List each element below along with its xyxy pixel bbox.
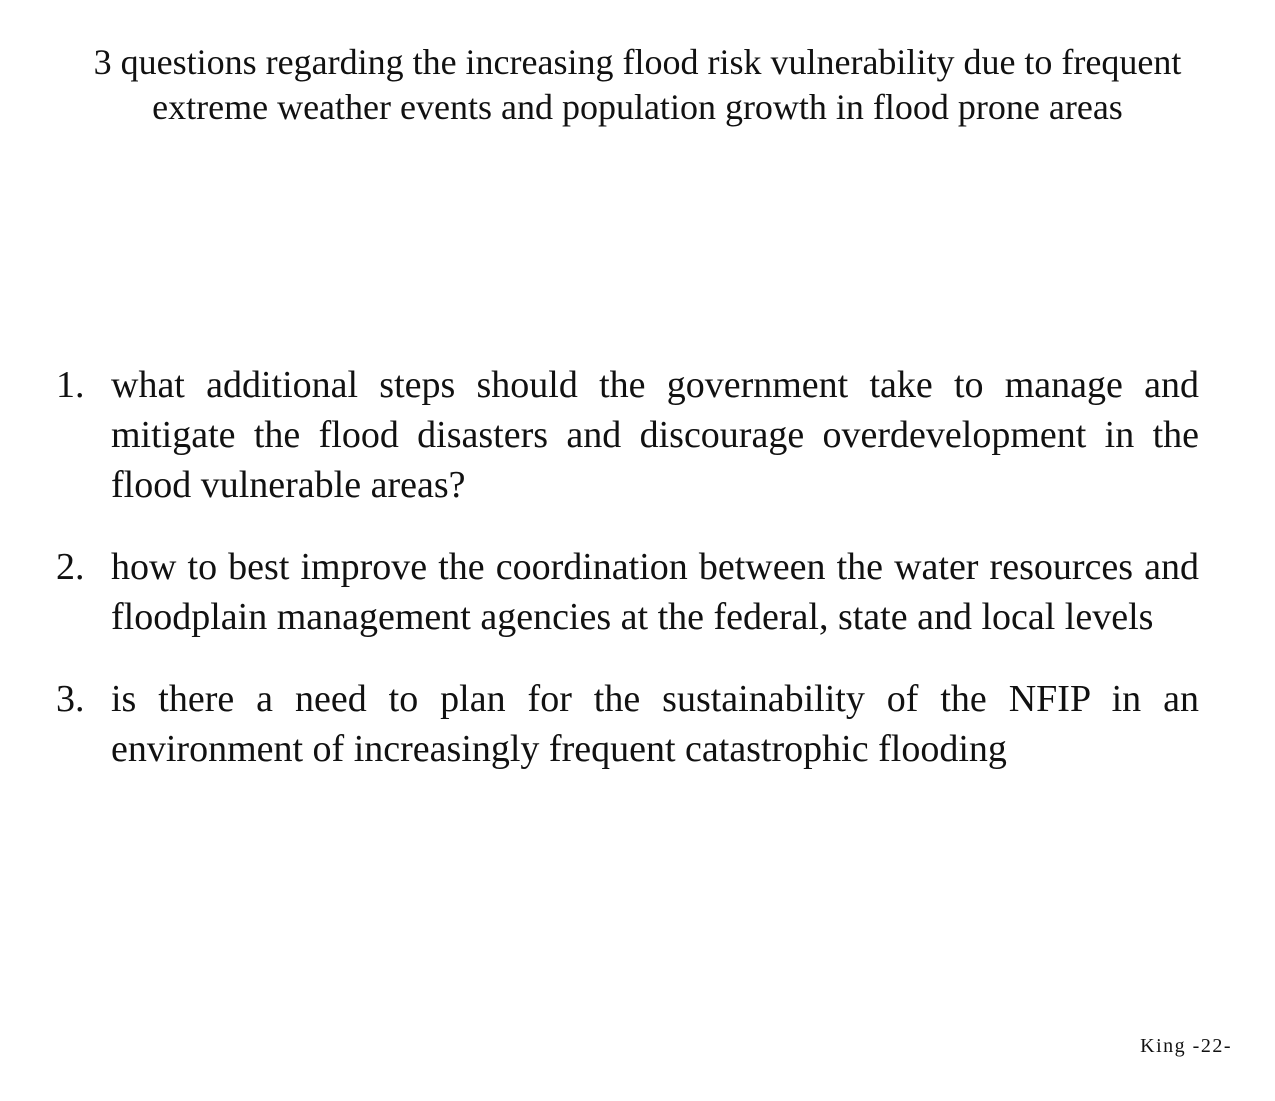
slide-title xyxy=(0,40,1275,130)
question-number-3: 3. xyxy=(56,678,85,720)
question-text-1: what additional steps should the government take to manage and mitigate the flood disasters and discourage overdevelopment in the flood vulnerable areas? xyxy=(111,364,1199,506)
question-number-2: 2. xyxy=(56,546,85,588)
question-item-2 xyxy=(56,542,1199,642)
question-list xyxy=(56,360,1199,806)
slide-title-line-1: 3 questions regarding the increasing flood risk vulnerability due to frequent xyxy=(93,42,1182,82)
question-text-3: is there a need to plan for the sustainability of the NFIP in an environment of increasingly frequent catastrophic flooding xyxy=(111,678,1199,770)
slide-footer: King -22- xyxy=(1140,1035,1232,1057)
question-item-3 xyxy=(56,674,1199,774)
question-text-2: how to best improve the coordination between the water resources and floodplain management agencies at the federal, state and local levels xyxy=(111,546,1199,638)
slide-title-line-2: extreme weather events and population growth in flood prone areas xyxy=(152,87,1123,127)
question-item-1 xyxy=(56,360,1199,510)
question-number-1: 1. xyxy=(56,364,85,406)
